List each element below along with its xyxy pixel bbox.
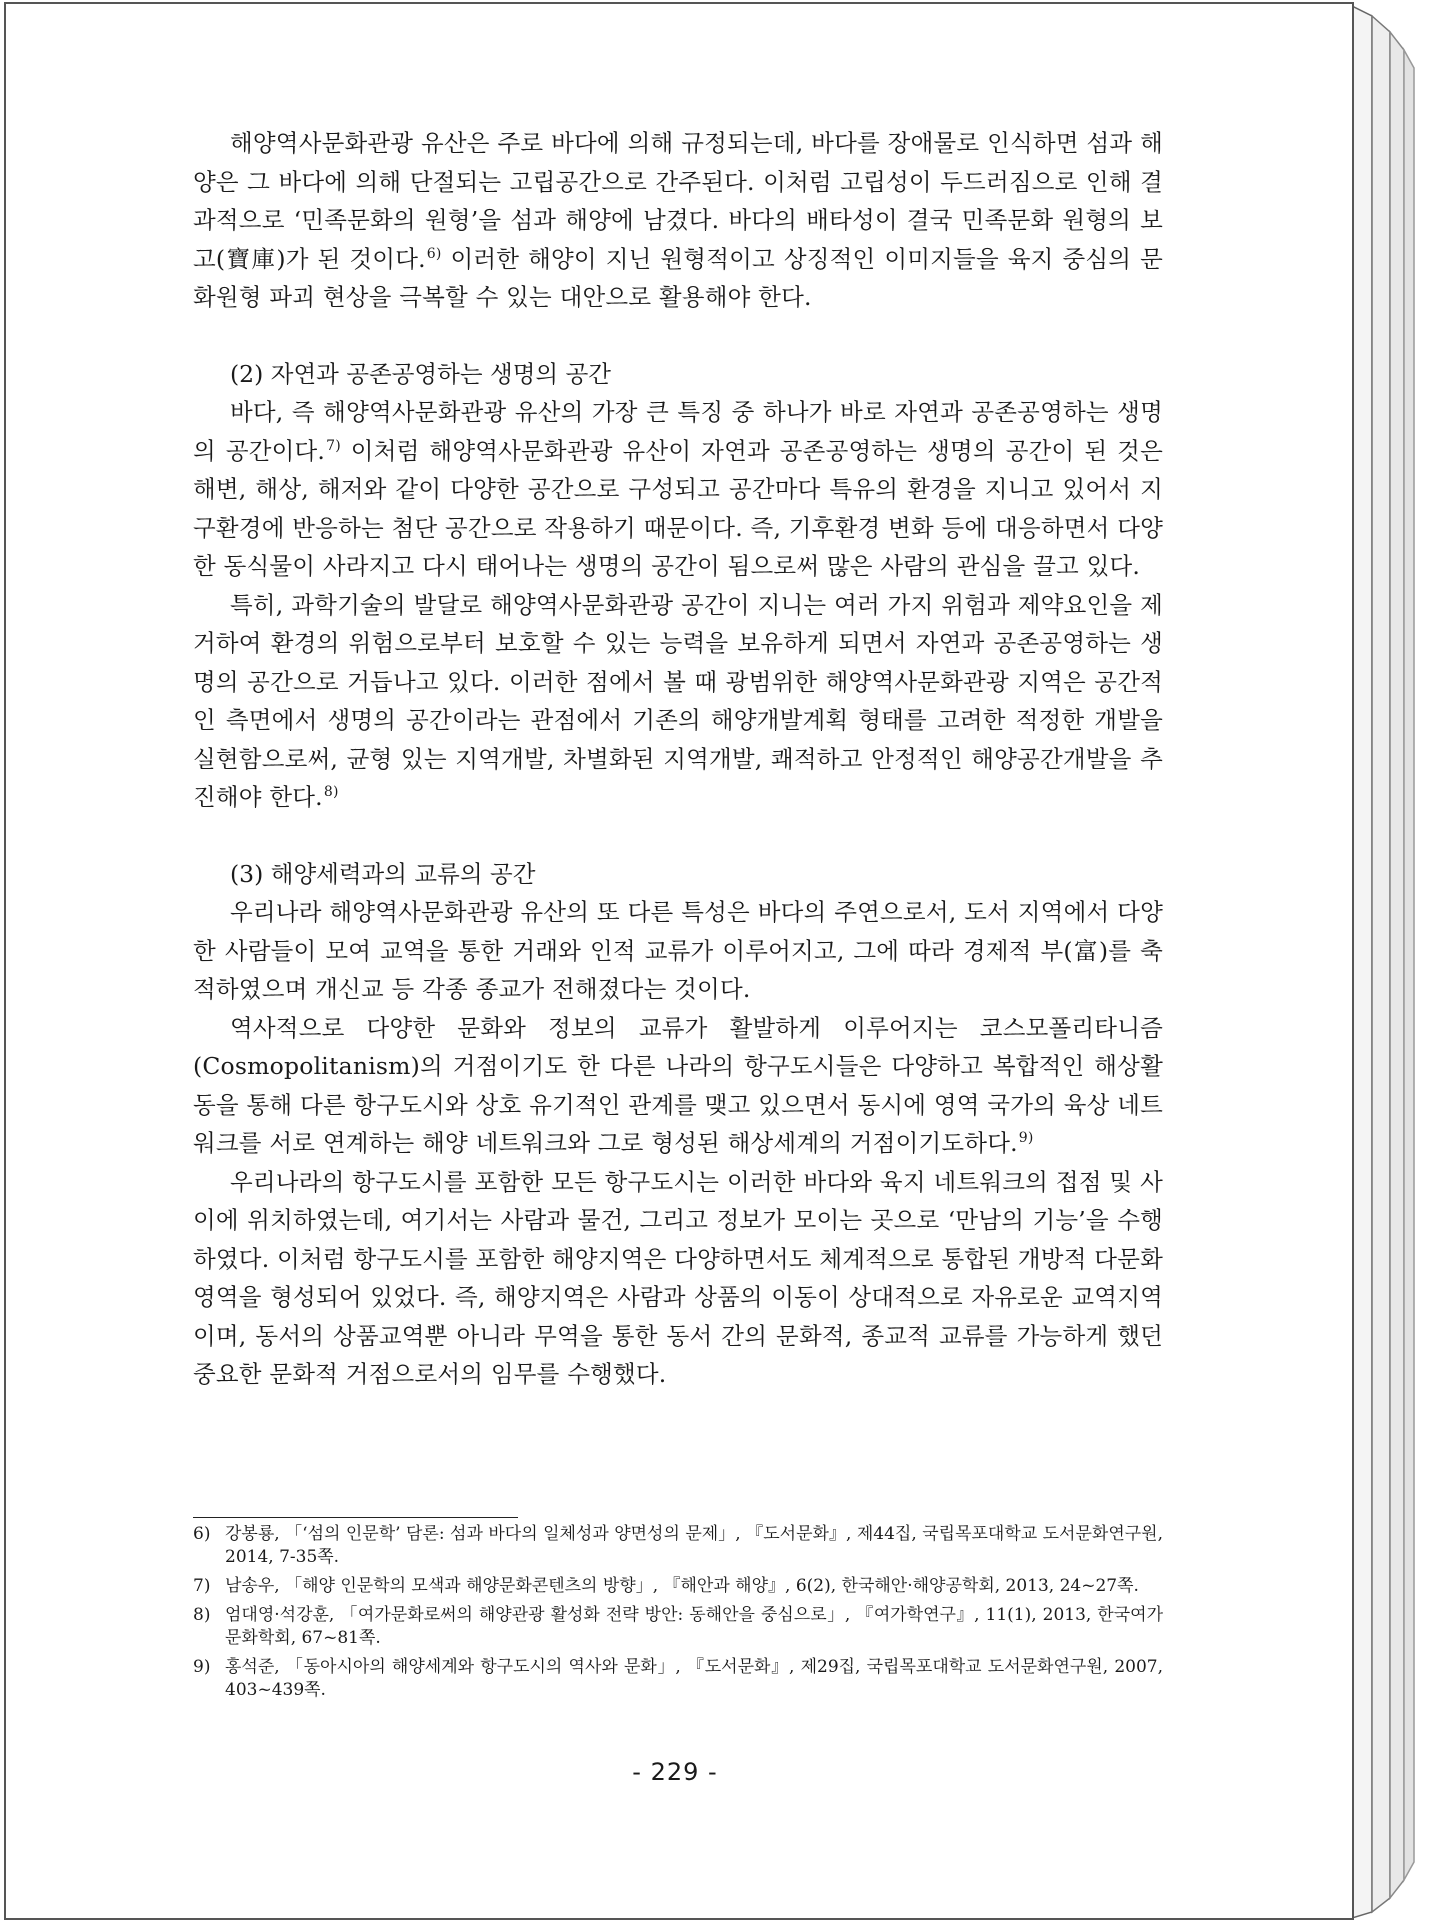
paragraph-island-isolation	[193, 124, 1163, 317]
footnote-text: 엄대영·석강훈, 「여가문화로써의 해양관광 활성화 전략 방안: 동해안을 중심으로」, 『여가학연구』, 11(1), 2013, 한국여가문화학회, 67~81쪽.	[225, 1605, 1163, 1648]
footnote-ref-6[interactable]: 6)	[426, 245, 442, 262]
section-heading-2: (2) 자연과 공존공영하는 생명의 공간	[230, 359, 611, 388]
paragraph-text-cont: 이처럼 해양역사문화관광 유산이 자연과 공존공영하는 생명의 공간이 된 것은 해변, 해상, 해저와 같이 다양한 공간으로 구성되고 공간마다 특유의 환경을 지니고 있어서 지구환경에 반응하는 첨단 공간으로 작용하기 때문이다. 즉, 기후환경 변화 등에 대응하면서 다양한 동식물이 사라지고 다시 태어나는 생명의 공간이 됨으로써 많은 사람의 관심을 끌고 있다.	[193, 436, 1163, 580]
page-number: - 229 -	[632, 1758, 718, 1786]
footnote-item	[193, 1604, 1163, 1650]
section-heading-3: (3) 해양세력과의 교류의 공간	[230, 859, 536, 888]
body-text	[193, 124, 1163, 1394]
footnote-text: 남송우, 「해양 인문학의 모색과 해양문화콘텐츠의 방향」, 『해안과 해양』, 6(2), 한국해안·해양공학회, 2013, 24~27쪽.	[225, 1576, 1139, 1596]
footnote-number: 8)	[193, 1605, 211, 1625]
footnote-item	[193, 1656, 1163, 1702]
footnote-ref-8[interactable]: 8)	[323, 784, 339, 800]
paragraph-exchange: 우리나라 해양역사문화관광 유산의 또 다른 특성은 바다의 주연으로서, 도서 지역에서 다양한 사람들이 모여 교역을 통한 거래와 인적 교류가 이루어지고, 그에 따라 경제적 부(富)를 축적하였으며 개신교 등 각종 종교가 전해졌다는 것이다.	[193, 898, 1163, 1003]
footnote-ref-9[interactable]: 9)	[1018, 1130, 1034, 1146]
paragraph-text-cont: 이러한 해양이 지닌 원형적이고 상징적인 이미지들을 육지 중심의 문화원형 파괴 현상을 극복할 수 있는 대안으로 활용해야 한다.	[193, 244, 1163, 311]
paragraph-text: 해양역사문화관광 유산은 주로 바다에 의해 규정되는데, 바다를 장애물로 인식하면 섬과 해양은 그 바다에 의해 단절되는 고립공간으로 간주된다. 이처럼 고립성이 두드러짐으로 인해 결과적으로 ‘민족문화의 원형’을 섬과 해양에 남겼다. 바다의 배타성이 결국 민족문화 원형의 보고(寶庫)가 된 것이다.	[193, 129, 1163, 273]
footnote-ref-7[interactable]: 7)	[326, 437, 341, 454]
footnote-item	[193, 1575, 1163, 1598]
footnotes	[193, 1523, 1163, 1708]
footnote-item	[193, 1523, 1163, 1569]
footnote-divider	[193, 1517, 518, 1518]
footnote-number: 7)	[193, 1576, 211, 1596]
paragraph-text: 역사적으로 다양한 문화와 정보의 교류가 활발하게 이루어지는 코스모폴리타니즘(Cosmopolitanism)의 거점이기도 한 다른 나라의 항구도시들은 다양하고 복합적인 해상활동을 통해 다른 항구도시와 상호 유기적인 관계를 맺고 있으면서 동시에 영역 국가의 육상 네트워크를 서로 연계하는 해양 네트워크와 그로 형성된 해상세계의 거점이기도하다.	[193, 1013, 1163, 1157]
footnote-number: 6)	[193, 1524, 211, 1544]
paragraph-life-space	[193, 393, 1163, 586]
paragraph-text: 특히, 과학기술의 발달로 해양역사문화관광 공간이 지니는 여러 가지 위험과 제약요인을 제거하여 환경의 위험으로부터 보호할 수 있는 능력을 보유하게 되면서 자연과 공존공영하는 생명의 공간으로 거듭나고 있다. 이러한 점에서 볼 때 광범위한 해양역사문화관광 지역은 공간적인 측면에서 생명의 공간이라는 관점에서 기존의 해양개발계획 형태를 고려한 적정한 개발을 실현함으로써, 균형 있는 지역개발, 차별화된 지역개발, 쾌적하고 안정적인 해양공간개발을 추진해야 한다.	[193, 590, 1163, 811]
footnote-text: 홍석준, 「동아시아의 해양세계와 항구도시의 역사와 문화」, 『도서문화』, 제29집, 국립목포대학교 도서문화연구원, 2007, 403~439쪽.	[225, 1657, 1163, 1700]
paragraph-text: 바다, 즉 해양역사문화관광 유산의 가장 큰 특징 중 하나가 바로 자연과 공존공영하는 생명의 공간이다.	[193, 398, 1163, 465]
page-stack-edges	[1352, 6, 1422, 1918]
paragraph-cosmopolitanism	[193, 1009, 1163, 1163]
paragraph-technology	[193, 586, 1163, 817]
footnote-number: 9)	[193, 1657, 211, 1677]
footnote-text: 강봉룡, 「‘섬의 인문학’ 담론: 섬과 바다의 일체성과 양면성의 문제」, 『도서문화』, 제44집, 국립목포대학교 도서문화연구원, 2014, 7-35쪽.	[225, 1524, 1163, 1567]
paragraph-port-cities: 우리나라의 항구도시를 포함한 모든 항구도시는 이러한 바다와 육지 네트워크의 접점 및 사이에 위치하였는데, 여기서는 사람과 물건, 그리고 정보가 모이는 곳으로 ‘만남의 기능’을 수행하였다. 이처럼 항구도시를 포함한 해양지역은 다양하면서도 체계적으로 통합된 개방적 다문화 영역을 형성되어 있었다. 즉, 해양지역은 사람과 상품의 이동이 상대적으로 자유로운 교역지역이며, 동서의 상품교역뿐 아니라 무역을 통한 동서 간의 문화적, 종교적 교류를 가능하게 했던 중요한 문화적 거점으로서의 임무를 수행했다.	[193, 1167, 1163, 1388]
